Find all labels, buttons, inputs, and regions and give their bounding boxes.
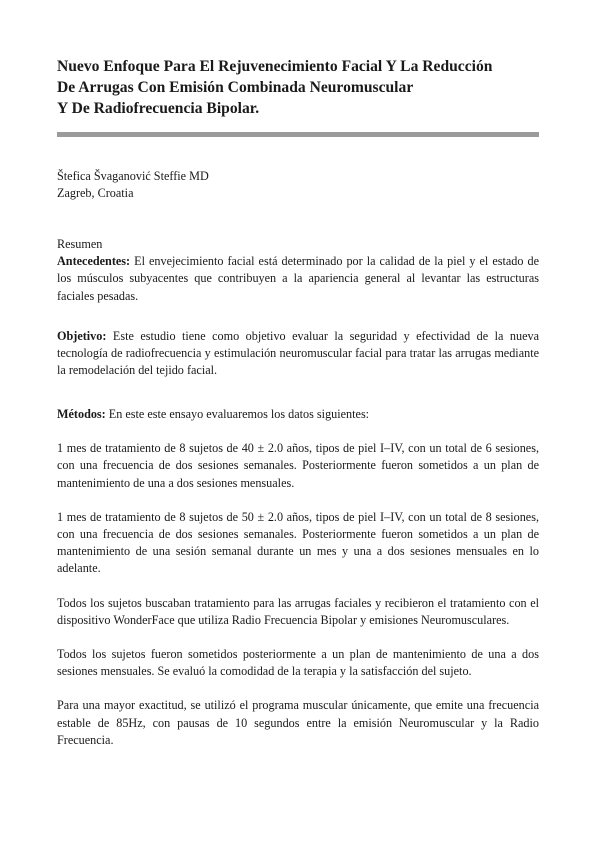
title-divider [57,132,539,137]
antecedentes-label: Antecedentes: [57,254,131,269]
objetivo-paragraph [57,328,539,380]
metodos-intro-paragraph [57,406,539,423]
resumen-section [57,236,539,305]
objetivo-section [57,328,539,380]
antecedentes-paragraph [57,253,539,305]
metodos-paragraph: Todos los sujetos buscaban tratamiento para las arrugas faciales y recibieron el tratamiento con el dispositivo WonderFace que utiliza Radio Frecuencia Bipolar y emisiones Neuromusculares. [57,595,539,627]
objetivo-label: Objetivo: [57,329,107,343]
metodos-paragraph: 1 mes de tratamiento de 8 sujetos de 40 ± 2.0 años, tipos de piel I–IV, con un total de 6 sesiones, con una frecuencia de dos sesiones semanales. Posteriormente fueron sometidos a un plan de mantenimiento de una a dos sesiones mensuales. [57,441,539,490]
antecedentes-text: El envejecimiento facial está determinado por la calidad de la piel y el estado de los músculos subyacentes que contribuyen a la apariencia general al levantar las estructuras faciales pesadas. [57,254,539,303]
paper-title [57,56,539,119]
author-block [57,168,209,202]
metodos-paragraph: 1 mes de tratamiento de 8 sujetos de 50 ± 2.0 años, tipos de piel I–IV, con un total de 8 sesiones, con una frecuencia de dos sesiones semanales. Posteriormente fueron sometidos a un plan de mantenimiento de una sesión semanal durante un mes y una a dos sesiones mensuales en lo adelante. [57,509,539,576]
title-line: Y De Radiofrecuencia Bipolar. [57,100,260,117]
resumen-heading: Resumen [57,237,103,251]
metodos-paragraph: Para una mayor exactitud, se utilizó el programa muscular únicamente, que emite una frecuencia estable de 85Hz, con pausas de 10 segundos entre la emisión Neuromuscular y la Radio Frecuencia. [57,698,539,747]
title-line: De Arrugas Con Emisión Combinada Neuromuscular [57,79,414,96]
metodos-intro: En este este ensayo evaluaremos los datos siguientes: [105,407,370,421]
objetivo-text: Este estudio tiene como objetivo evaluar la seguridad y efectividad de la nueva tecnología de radiofrecuencia y estimulación neuromuscular facial para tratar las arrugas mediante la remodelación del tejido facial. [57,329,539,378]
author-location: Zagreb, Croatia [57,186,134,200]
metodos-paragraph: Todos los sujetos fueron sometidos posteriormente a un plan de mantenimiento de una a dos sesiones mensuales. Se evaluó la comodidad de la terapia y la satisfacción del sujeto. [57,647,539,679]
metodos-section [57,406,539,749]
author-name: Štefica Švaganović Steffie MD [57,169,209,183]
metodos-label: Métodos: [57,407,106,421]
title-line: Nuevo Enfoque Para El Rejuvenecimiento Facial Y La Reducción [57,58,493,75]
